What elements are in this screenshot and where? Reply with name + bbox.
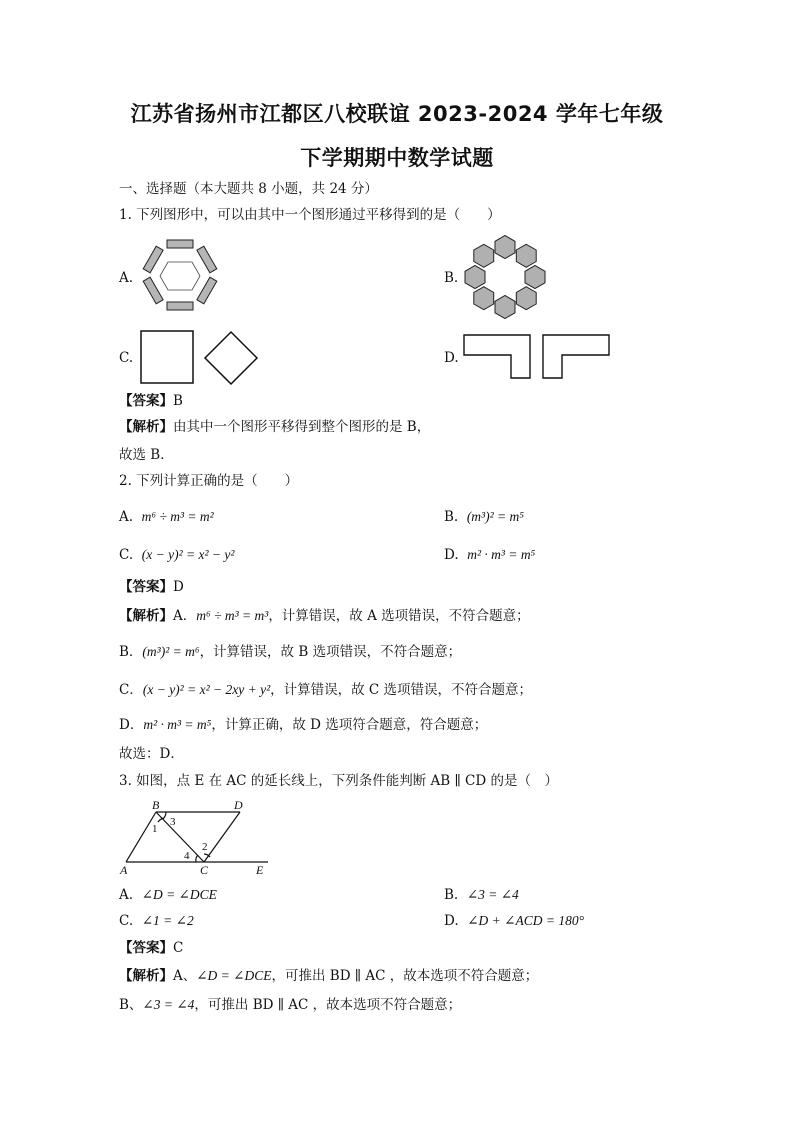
option-label: D.	[444, 547, 459, 563]
q1-analysis	[119, 418, 430, 436]
analysis-tag: 【解析】	[119, 419, 173, 435]
hexagon-tile	[474, 244, 494, 267]
angle-4-label: 4	[184, 850, 190, 862]
section-heading: 一、选择题（本大题共 8 小题，共 24 分）	[119, 181, 378, 197]
answer-tag: 【答案】	[119, 940, 173, 956]
point-e-label: E	[256, 863, 264, 877]
analysis-text: ，可推出 BD ∥ AC ，故本选项不符合题意；	[271, 968, 539, 984]
q1-option-d-label: D.	[444, 350, 459, 366]
option-expr: m² · m³ = m⁵	[467, 547, 536, 562]
answer-value: C	[173, 940, 184, 956]
analysis-expr: ∠D = ∠DCE	[196, 968, 272, 983]
question-3-stem: 3. 如图，点 E 在 AC 的延长线上，下列条件能判断 AB ∥ CD 的是（ ）	[119, 773, 558, 789]
q3-geometry-figure	[118, 798, 278, 878]
q3-option-d	[444, 912, 584, 930]
analysis-text: ，计算错误，故 B 选项错误，不符合题意；	[199, 644, 462, 660]
point-d-label: D	[234, 798, 243, 812]
analysis-expr: (m³)² = m⁶	[142, 644, 200, 659]
angle-1-label: 1	[152, 823, 158, 835]
q2-analysis-d	[119, 716, 487, 734]
hexagon-tile	[495, 236, 515, 259]
q2-analysis-a	[119, 607, 530, 625]
page-title: 江苏省扬州市江都区八校联谊 2023-2024 学年七年级	[130, 102, 664, 126]
option-expr: ∠D = ∠DCE	[141, 887, 217, 902]
q1-option-d-figure	[463, 334, 611, 379]
q2-conclusion: 故选：D．	[119, 746, 184, 762]
analysis-text: 由其中一个图形平移得到整个图形的是 B，	[173, 419, 431, 435]
angle-3-label: 3	[170, 816, 176, 828]
option-label: B.	[444, 509, 459, 525]
option-label: C.	[119, 913, 134, 929]
analysis-text: ，计算错误，故 C 选项错误，不符合题意；	[270, 682, 533, 698]
q1-option-a-label: A.	[119, 270, 134, 286]
analysis-label: D．	[119, 717, 144, 733]
q3-analysis-a	[119, 967, 538, 985]
angle-2-label: 2	[202, 841, 208, 853]
analysis-tag: 【解析】	[119, 608, 173, 624]
answer-value: D	[173, 579, 184, 595]
q1-conclusion: 故选 B．	[119, 447, 174, 463]
analysis-label: A、	[173, 968, 197, 984]
q2-analysis-c	[119, 681, 532, 699]
analysis-expr: m⁶ ÷ m³ = m³	[196, 608, 269, 623]
option-expr: (m³)² = m⁵	[466, 509, 524, 524]
q1-option-c-label: C.	[119, 350, 134, 366]
question-2-stem: 2. 下列计算正确的是（ ）	[119, 473, 299, 489]
analysis-label: B．	[119, 644, 143, 660]
q1-option-c-figure	[140, 330, 260, 385]
analysis-label: C．	[119, 682, 143, 698]
q3-option-c	[119, 912, 194, 930]
q1-option-b-label: B.	[444, 270, 459, 286]
hexagon-tile	[465, 266, 485, 289]
point-c-label: C	[200, 863, 209, 877]
option-expr: m⁶ ÷ m³ = m²	[141, 509, 214, 524]
hexagon-tile	[474, 287, 494, 310]
option-expr: ∠D + ∠ACD = 180°	[467, 913, 584, 928]
point-a-label: A	[120, 863, 128, 877]
q3-analysis-b	[119, 996, 461, 1014]
hexagon-tile	[516, 244, 536, 267]
analysis-label: A．	[173, 608, 197, 624]
analysis-expr: (x − y)² = x² − 2xy + y²	[142, 682, 271, 697]
option-label: C.	[119, 547, 134, 563]
page-subtitle: 下学期期中数学试题	[300, 146, 494, 170]
question-1-stem: 1. 下列图形中，可以由其中一个图形通过平移得到的是（ ）	[119, 207, 501, 223]
q2-answer	[119, 578, 184, 596]
q2-option-c	[119, 546, 234, 564]
analysis-text: ，计算错误，故 A 选项错误，不符合题意；	[268, 608, 530, 624]
hexagon-tile	[516, 287, 536, 310]
q2-option-b	[444, 508, 524, 526]
option-label: B.	[444, 887, 459, 903]
analysis-tag: 【解析】	[119, 968, 173, 984]
q1-option-a-figure	[138, 238, 223, 313]
q2-option-a	[119, 508, 214, 526]
option-label: D.	[444, 913, 459, 929]
q1-answer	[119, 392, 183, 410]
point-b-label: B	[152, 798, 160, 812]
option-expr: ∠3 = ∠4	[466, 887, 519, 902]
answer-tag: 【答案】	[119, 393, 173, 409]
option-label: A.	[119, 887, 134, 903]
answer-value: B	[173, 393, 183, 409]
hexagon-tile	[525, 266, 545, 289]
hexagon-tile	[495, 296, 515, 319]
q3-answer	[119, 939, 183, 957]
analysis-text: ，计算正确，故 D 选项符合题意，符合题意；	[211, 717, 488, 733]
analysis-text: ，可推出 BD ∥ AC ，故本选项不符合题意；	[194, 997, 462, 1013]
q3-option-b	[444, 886, 519, 904]
q3-option-a	[119, 886, 217, 904]
option-label: A.	[119, 509, 134, 525]
q2-option-d	[444, 546, 535, 564]
q2-analysis-b	[119, 643, 461, 661]
analysis-label: B、	[119, 997, 143, 1013]
analysis-expr: ∠3 = ∠4	[142, 997, 195, 1012]
option-expr: ∠1 = ∠2	[141, 913, 194, 928]
option-expr: (x − y)² = x² − y²	[141, 547, 235, 562]
analysis-expr: m² · m³ = m⁵	[143, 717, 212, 732]
q1-option-b-figure	[462, 232, 548, 322]
answer-tag: 【答案】	[119, 579, 173, 595]
